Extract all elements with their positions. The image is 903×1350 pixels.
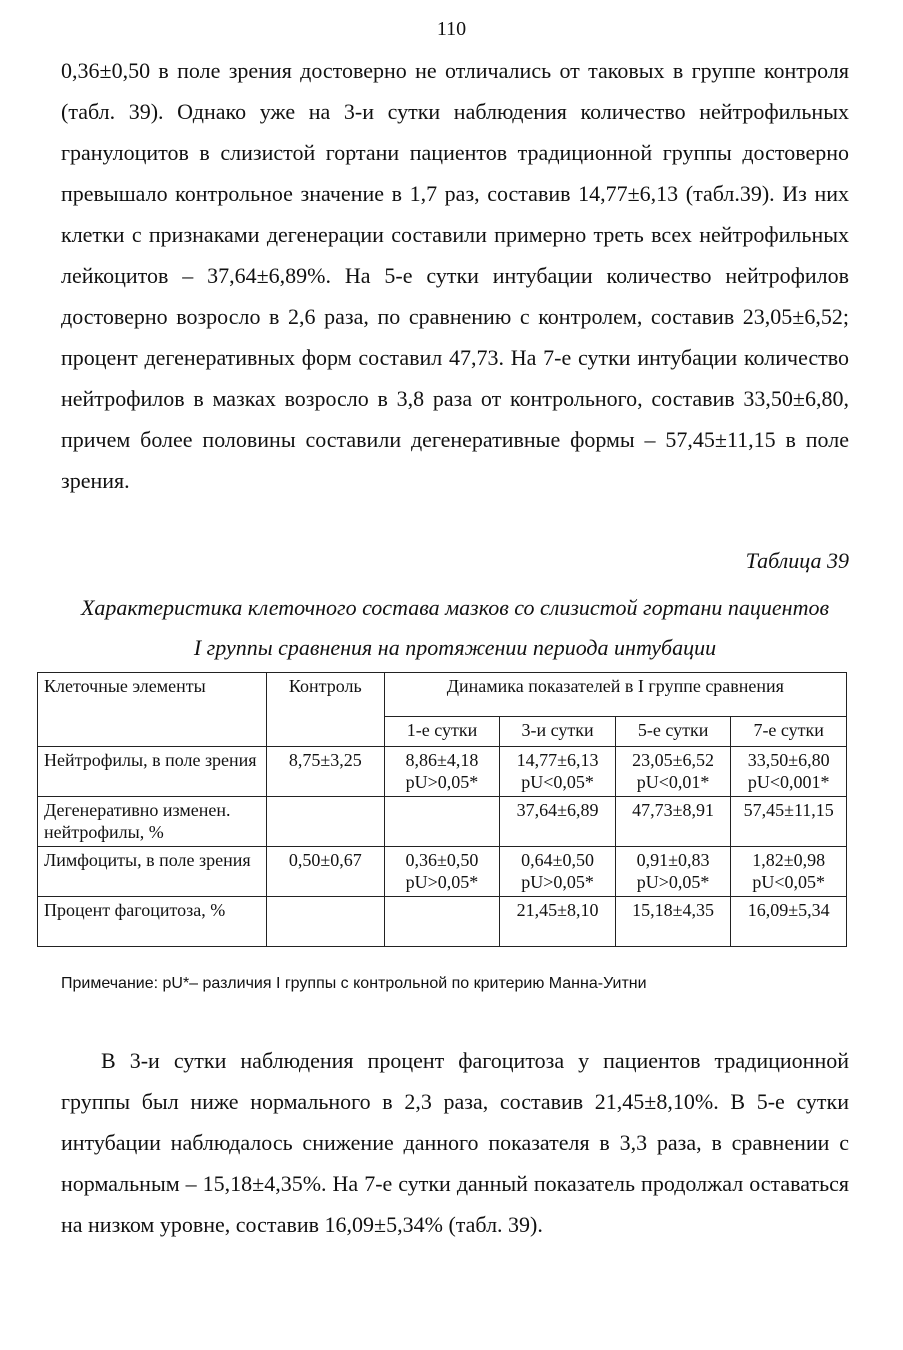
cell-value: 33,50±6,80 [747,750,830,770]
table-cell [731,847,847,897]
cell-p-value: pU>0,05* [405,872,479,892]
cell-p-value: pU>0,05* [636,872,710,892]
control-value: 0,50±0,67 [266,847,384,897]
table-note: Примечание: pU*– различия I группы с контрольной по критерию Манна-Уитни [61,975,647,992]
cell-p-value: pU<0,01* [636,772,710,792]
cell-value: 15,18±4,35 [632,900,715,920]
cell-value: 1,82±0,98 [752,850,826,870]
cell-p-value: pU<0,05* [752,872,826,892]
table-cell [384,847,500,897]
header-day-5: 5-е сутки [615,717,731,747]
table-cell [731,897,847,947]
table-cell [615,897,731,947]
table-row [38,847,847,897]
table-cell [500,797,616,847]
header-control: Контроль [266,673,384,747]
header-dynamics: Динамика показателей в I группе сравнения [384,673,846,717]
cell-value: 21,45±8,10 [516,900,599,920]
table-cell [615,747,731,797]
cell-value: 0,36±0,50 [405,850,479,870]
cell-value: 0,91±0,83 [636,850,710,870]
cell-value: 16,09±5,34 [747,900,830,920]
control-value: 8,75±3,25 [266,747,384,797]
row-label: Процент фагоцитоза, % [38,897,267,947]
control-value [266,897,384,947]
row-label: Дегенеративно изменен. нейтрофилы, % [38,797,267,847]
table-cell [384,797,500,847]
cell-p-value: pU<0,05* [521,772,594,792]
cell-p-value: pU<0,001* [747,772,830,792]
table-cell [500,747,616,797]
control-value [266,797,384,847]
table-cell [615,797,731,847]
header-elements: Клеточные элементы [38,673,267,747]
table-header-row [38,673,847,717]
table-cell [731,797,847,847]
table-row [38,897,847,947]
table-cell [615,847,731,897]
header-day-7: 7-е сутки [731,717,847,747]
table-cell [384,897,500,947]
table-caption [55,588,855,668]
cell-p-value: pU>0,05* [405,772,479,792]
cell-value: 0,64±0,50 [521,850,594,870]
table-cell [384,747,500,797]
cell-value: 23,05±6,52 [632,750,715,770]
header-day-1: 1-е сутки [384,717,500,747]
table-cell [731,747,847,797]
cell-value: 14,77±6,13 [516,750,599,770]
body-paragraph-1: 0,36±0,50 в поле зрения достоверно не отличались от таковых в группе контроля (табл. 39). Однако уже на 3-и сутки наблюдения количество нейтрофильных гранулоцитов в слизистой гортани пациентов традиционной группы достоверно превышало контрольное значение в 1,7 раз, составив 14,77±6,13 (табл.39). Из них клетки с признаками дегенерации составили примерно треть всех нейтрофильных лейкоцитов – 37,64±6,89%. На 5-е сутки интубации количество нейтрофилов достоверно возросло в 2,6 раза, по сравнению с контролем, составив 23,05±6,52; процент дегенеративных форм составил 47,73. На 7-е сутки интубации количество нейтрофилов в мазках возросло в 3,8 раза от контрольного, составив 33,50±6,80, причем более половины составили дегенеративные формы – 57,45±11,15 в поле зрения. [61,58,849,493]
cell-value: 57,45±11,15 [743,800,834,820]
cell-value: 37,64±6,89 [516,800,599,820]
cell-value: 8,86±4,18 [405,750,479,770]
cell-p-value: pU>0,05* [521,872,594,892]
table-caption-line-1: Характеристика клеточного состава мазков со слизистой гортани пациентов [80,595,830,620]
table-row [38,747,847,797]
cell-value: 47,73±8,91 [632,800,715,820]
table-caption-line-2: I группы сравнения на протяжении периода интубации [193,635,717,660]
body-paragraph-2: В 3-и сутки наблюдения процент фагоцитоза у пациентов традиционной группы был ниже нормального в 2,3 раза, составив 21,45±8,10%. В 5-е сутки интубации наблюдалось снижение данного показателя в 3,3 раза, в сравнении с нормальным – 15,18±4,35%. На 7-е сутки данный показатель продолжал оставаться на низком уровне, составив 16,09±5,34% (табл. 39). [61,1048,849,1237]
page-number: 110 [436,18,467,40]
table-cell [500,897,616,947]
row-label: Нейтрофилы, в поле зрения [38,747,267,797]
table-row [38,797,847,847]
table-cell [500,847,616,897]
table-label: Таблица 39 [745,548,849,573]
row-label: Лимфоциты, в поле зрения [38,847,267,897]
cell-composition-table [37,672,847,947]
header-day-3: 3-и сутки [500,717,616,747]
